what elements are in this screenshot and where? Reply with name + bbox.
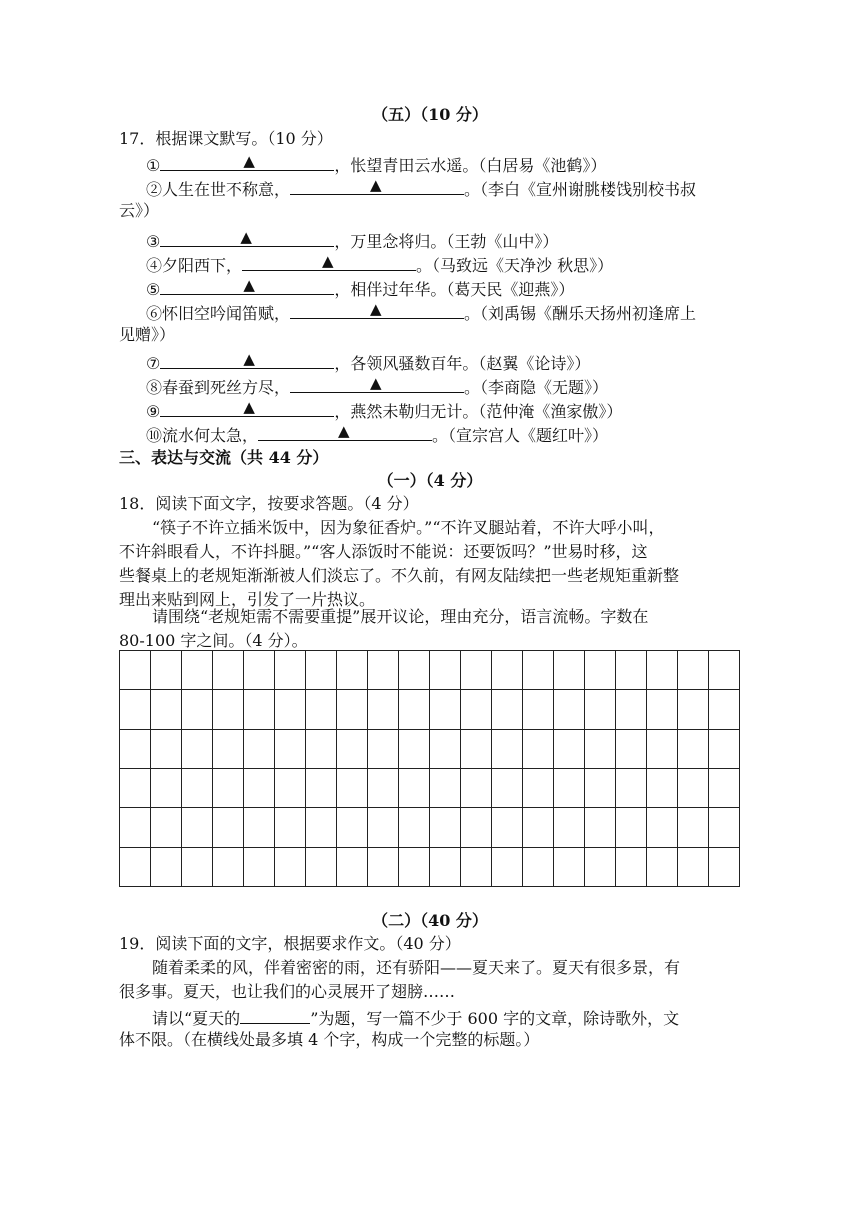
grid-cell[interactable]: [678, 769, 709, 808]
grid-cell[interactable]: [554, 808, 585, 847]
q17-item-2-continuation: 云》）: [119, 201, 160, 220]
q19-requirement-line-1: [152, 1005, 679, 1030]
item-suffix: ，相伴过年华。（葛天民《迎燕》）: [334, 280, 575, 299]
answer-blank[interactable]: [160, 152, 334, 171]
grid-cell[interactable]: [244, 769, 275, 808]
grid-cell[interactable]: [213, 848, 244, 887]
grid-cell[interactable]: [430, 730, 461, 769]
grid-cell[interactable]: [151, 769, 182, 808]
grid-cell[interactable]: [151, 651, 182, 690]
grid-cell[interactable]: [554, 848, 585, 887]
grid-cell[interactable]: [120, 848, 151, 887]
grid-cell[interactable]: [182, 848, 213, 887]
grid-cell[interactable]: [585, 848, 616, 887]
grid-cell[interactable]: [151, 808, 182, 847]
q18-requirement-line-2: 80-100 字之间。（4 分）。: [119, 631, 308, 650]
item-suffix: ，燕然未勒归无计。（范仲淹《渔家傲》）: [334, 402, 623, 421]
triangle-marker-icon: ▲: [243, 152, 255, 170]
grid-cell[interactable]: [182, 808, 213, 847]
grid-cell[interactable]: [182, 651, 213, 690]
grid-cell[interactable]: [616, 730, 647, 769]
grid-cell[interactable]: [430, 651, 461, 690]
grid-cell[interactable]: [306, 848, 337, 887]
grid-cell[interactable]: [585, 730, 616, 769]
grid-cell[interactable]: [523, 690, 554, 729]
triangle-marker-icon: ▲: [370, 176, 382, 194]
grid-cell[interactable]: [492, 769, 523, 808]
grid-cell[interactable]: [213, 769, 244, 808]
q17-item-9: [146, 398, 622, 423]
item-prefix: ①: [146, 156, 161, 175]
grid-cell[interactable]: [461, 848, 492, 887]
answer-blank[interactable]: [160, 398, 334, 417]
answer-blank[interactable]: [290, 374, 464, 393]
item-prefix: ④夕阳西下，: [146, 256, 243, 275]
item-prefix: ⑥怀旧空吟闻笛赋，: [146, 304, 291, 323]
triangle-marker-icon: ▲: [243, 276, 255, 294]
grid-cell[interactable]: [647, 808, 678, 847]
grid-cell[interactable]: [430, 808, 461, 847]
grid-cell[interactable]: [554, 690, 585, 729]
grid-cell[interactable]: [678, 690, 709, 729]
grid-cell[interactable]: [523, 730, 554, 769]
grid-cell[interactable]: [182, 730, 213, 769]
grid-cell[interactable]: [244, 690, 275, 729]
item-suffix: 。（李白《宣州谢朓楼饯别校书叔: [464, 180, 697, 199]
grid-cell[interactable]: [492, 808, 523, 847]
grid-cell[interactable]: [461, 730, 492, 769]
grid-cell[interactable]: [368, 651, 399, 690]
triangle-marker-icon: ▲: [243, 350, 255, 368]
grid-cell[interactable]: [182, 769, 213, 808]
item-prefix: ⑦: [146, 354, 161, 373]
grid-cell[interactable]: [337, 808, 368, 847]
answer-blank[interactable]: [242, 252, 416, 271]
grid-cell[interactable]: [554, 769, 585, 808]
grid-cell[interactable]: [337, 730, 368, 769]
grid-cell[interactable]: [244, 848, 275, 887]
section-2-heading: （二）（40 分）: [372, 911, 488, 930]
item-prefix: ③: [146, 232, 161, 251]
grid-cell[interactable]: [678, 730, 709, 769]
grid-cell[interactable]: [709, 651, 740, 690]
grid-cell[interactable]: [244, 808, 275, 847]
grid-cell[interactable]: [647, 690, 678, 729]
grid-cell[interactable]: [275, 808, 306, 847]
q17-item-4: [146, 252, 613, 277]
q17-item-7: [146, 350, 590, 375]
grid-cell[interactable]: [368, 690, 399, 729]
triangle-marker-icon: ▲: [240, 228, 252, 246]
grid-cell[interactable]: [709, 808, 740, 847]
grid-cell[interactable]: [306, 769, 337, 808]
grid-cell[interactable]: [337, 769, 368, 808]
answer-grid[interactable]: [119, 650, 740, 887]
q18-requirement-line-1: 请围绕“老规矩需不需要重提”展开议论，理由充分，语言流畅。字数在: [152, 607, 649, 626]
q18-para-line-2: 不许斜眼看人，不许抖腿。”“客人添饭时不能说：还要饭吗？”世易时移，这: [119, 542, 648, 561]
q18-para-line-4: 理出来贴到网上，引发了一片热议。: [119, 590, 376, 609]
grid-cell[interactable]: [616, 690, 647, 729]
q17-item-6-continuation: 见赠》）: [119, 325, 176, 344]
item-suffix: 。（李商隐《无题》）: [464, 378, 609, 397]
grid-cell[interactable]: [709, 848, 740, 887]
grid-cell[interactable]: [554, 730, 585, 769]
q17-item-3: [146, 228, 558, 253]
grid-cell[interactable]: [368, 848, 399, 887]
grid-cell[interactable]: [616, 848, 647, 887]
q18-para-line-3: 些餐桌上的老规矩渐渐被人们淡忘了。不久前，有网友陆续把一些老规矩重新整: [119, 566, 680, 585]
q18-para-line-1: “筷子不许立插米饭中，因为象征香炉。”“不许叉腿站着，不许大呼小叫，: [152, 518, 665, 537]
grid-cell[interactable]: [585, 651, 616, 690]
grid-cell[interactable]: [492, 730, 523, 769]
grid-cell[interactable]: [585, 690, 616, 729]
grid-cell[interactable]: [647, 769, 678, 808]
grid-cell[interactable]: [616, 769, 647, 808]
grid-cell[interactable]: [399, 769, 430, 808]
grid-cell[interactable]: [275, 730, 306, 769]
grid-cell[interactable]: [368, 730, 399, 769]
grid-cell[interactable]: [523, 848, 554, 887]
answer-blank[interactable]: [160, 276, 334, 295]
question-19-title: 19．阅读下面的文字，根据要求作文。（40 分）: [119, 934, 461, 953]
grid-cell[interactable]: [523, 769, 554, 808]
grid-cell[interactable]: [430, 690, 461, 729]
q17-item-1: [146, 152, 606, 177]
item-suffix: 。（刘禹锡《酬乐天扬州初逢席上: [464, 304, 697, 323]
grid-cell[interactable]: [120, 730, 151, 769]
grid-cell[interactable]: [306, 690, 337, 729]
grid-cell[interactable]: [678, 808, 709, 847]
grid-cell[interactable]: [461, 690, 492, 729]
grid-cell[interactable]: [616, 651, 647, 690]
grid-cell[interactable]: [647, 848, 678, 887]
grid-cell[interactable]: [399, 848, 430, 887]
part-3-heading: 三、表达与交流（共 44 分）: [119, 448, 329, 467]
grid-cell[interactable]: [368, 769, 399, 808]
grid-cell[interactable]: [213, 690, 244, 729]
q19-para-line-1: 随着柔柔的风，伴着密密的雨，还有骄阳——夏天来了。夏天有很多景，有: [152, 958, 681, 977]
grid-cell[interactable]: [368, 808, 399, 847]
answer-blank[interactable]: [160, 228, 334, 247]
grid-cell[interactable]: [461, 651, 492, 690]
answer-blank[interactable]: [290, 300, 464, 319]
requirement-suffix: ”为题，写一篇不少于 600 字的文章，除诗歌外，文: [310, 1009, 680, 1028]
triangle-marker-icon: ▲: [370, 300, 382, 318]
grid-cell[interactable]: [399, 808, 430, 847]
grid-cell[interactable]: [275, 848, 306, 887]
grid-cell[interactable]: [244, 651, 275, 690]
item-suffix: 。（宣宗宫人《题红叶》）: [432, 426, 609, 445]
grid-cell[interactable]: [275, 651, 306, 690]
grid-cell[interactable]: [523, 808, 554, 847]
grid-cell[interactable]: [120, 690, 151, 729]
grid-cell[interactable]: [275, 769, 306, 808]
grid-cell[interactable]: [306, 651, 337, 690]
grid-cell[interactable]: [213, 808, 244, 847]
item-suffix: ，怅望青田云水遥。（白居易《池鹤》）: [334, 156, 607, 175]
grid-cell[interactable]: [709, 730, 740, 769]
q17-item-6: [146, 300, 696, 325]
triangle-marker-icon: ▲: [338, 422, 350, 440]
grid-cell[interactable]: [275, 690, 306, 729]
grid-cell[interactable]: [306, 730, 337, 769]
grid-cell[interactable]: [306, 808, 337, 847]
grid-cell[interactable]: [151, 690, 182, 729]
answer-blank[interactable]: [290, 176, 464, 195]
grid-cell[interactable]: [151, 730, 182, 769]
item-suffix: ，各领风骚数百年。（赵翼《论诗》）: [334, 354, 591, 373]
item-prefix: ②人生在世不称意，: [146, 180, 291, 199]
q17-item-5: [146, 276, 574, 301]
grid-cell[interactable]: [678, 651, 709, 690]
item-prefix: ⑤: [146, 280, 161, 299]
grid-cell[interactable]: [461, 808, 492, 847]
grid-cell[interactable]: [709, 690, 740, 729]
grid-cell[interactable]: [120, 769, 151, 808]
grid-cell[interactable]: [430, 848, 461, 887]
grid-cell[interactable]: [585, 769, 616, 808]
grid-cell[interactable]: [151, 848, 182, 887]
requirement-prefix: 请以“夏天的: [152, 1009, 241, 1028]
grid-cell[interactable]: [678, 848, 709, 887]
item-prefix: ⑩流水何太急，: [146, 426, 259, 445]
q17-item-10: [146, 422, 608, 447]
grid-cell[interactable]: [213, 730, 244, 769]
grid-cell[interactable]: [337, 690, 368, 729]
grid-cell[interactable]: [399, 690, 430, 729]
answer-blank[interactable]: [258, 422, 432, 441]
answer-blank[interactable]: [160, 350, 334, 369]
triangle-marker-icon: ▲: [243, 398, 255, 416]
grid-cell[interactable]: [523, 651, 554, 690]
grid-cell[interactable]: [120, 808, 151, 847]
grid-cell[interactable]: [585, 808, 616, 847]
title-blank[interactable]: [240, 1005, 310, 1024]
grid-cell[interactable]: [647, 651, 678, 690]
section-5-heading: （五）（10 分）: [372, 105, 488, 124]
q19-para-line-2: 很多事。夏天，也让我们的心灵展开了翅膀……: [119, 982, 456, 1001]
grid-cell[interactable]: [244, 730, 275, 769]
grid-cell[interactable]: [554, 651, 585, 690]
triangle-marker-icon: ▲: [370, 374, 382, 392]
grid-cell[interactable]: [647, 730, 678, 769]
grid-cell[interactable]: [337, 848, 368, 887]
grid-cell[interactable]: [337, 651, 368, 690]
grid-cell[interactable]: [492, 690, 523, 729]
section-1-heading: （一）（4 分）: [377, 471, 483, 490]
grid-cell[interactable]: [492, 848, 523, 887]
grid-cell[interactable]: [120, 651, 151, 690]
question-18-title: 18．阅读下面文字，按要求答题。（4 分）: [119, 494, 419, 513]
q19-requirement-line-2: 体不限。（在横线处最多填 4 个字，构成一个完整的标题。）: [119, 1030, 540, 1049]
item-prefix: ⑨: [146, 402, 161, 421]
grid-cell[interactable]: [709, 769, 740, 808]
grid-cell[interactable]: [213, 651, 244, 690]
grid-cell[interactable]: [399, 730, 430, 769]
item-prefix: ⑧春蚕到死丝方尽，: [146, 378, 291, 397]
grid-cell[interactable]: [616, 808, 647, 847]
item-suffix: ，万里念将归。（王勃《山中》）: [334, 232, 559, 251]
q17-item-2: [146, 176, 696, 201]
q17-item-8: [146, 374, 608, 399]
item-suffix: 。（马致远《天净沙 秋思》）: [416, 256, 614, 275]
grid-cell[interactable]: [492, 651, 523, 690]
grid-cell[interactable]: [430, 769, 461, 808]
grid-cell[interactable]: [182, 690, 213, 729]
grid-cell[interactable]: [461, 769, 492, 808]
triangle-marker-icon: ▲: [322, 252, 334, 270]
question-17-title: 17．根据课文默写。（10 分）: [119, 129, 333, 148]
grid-cell[interactable]: [399, 651, 430, 690]
